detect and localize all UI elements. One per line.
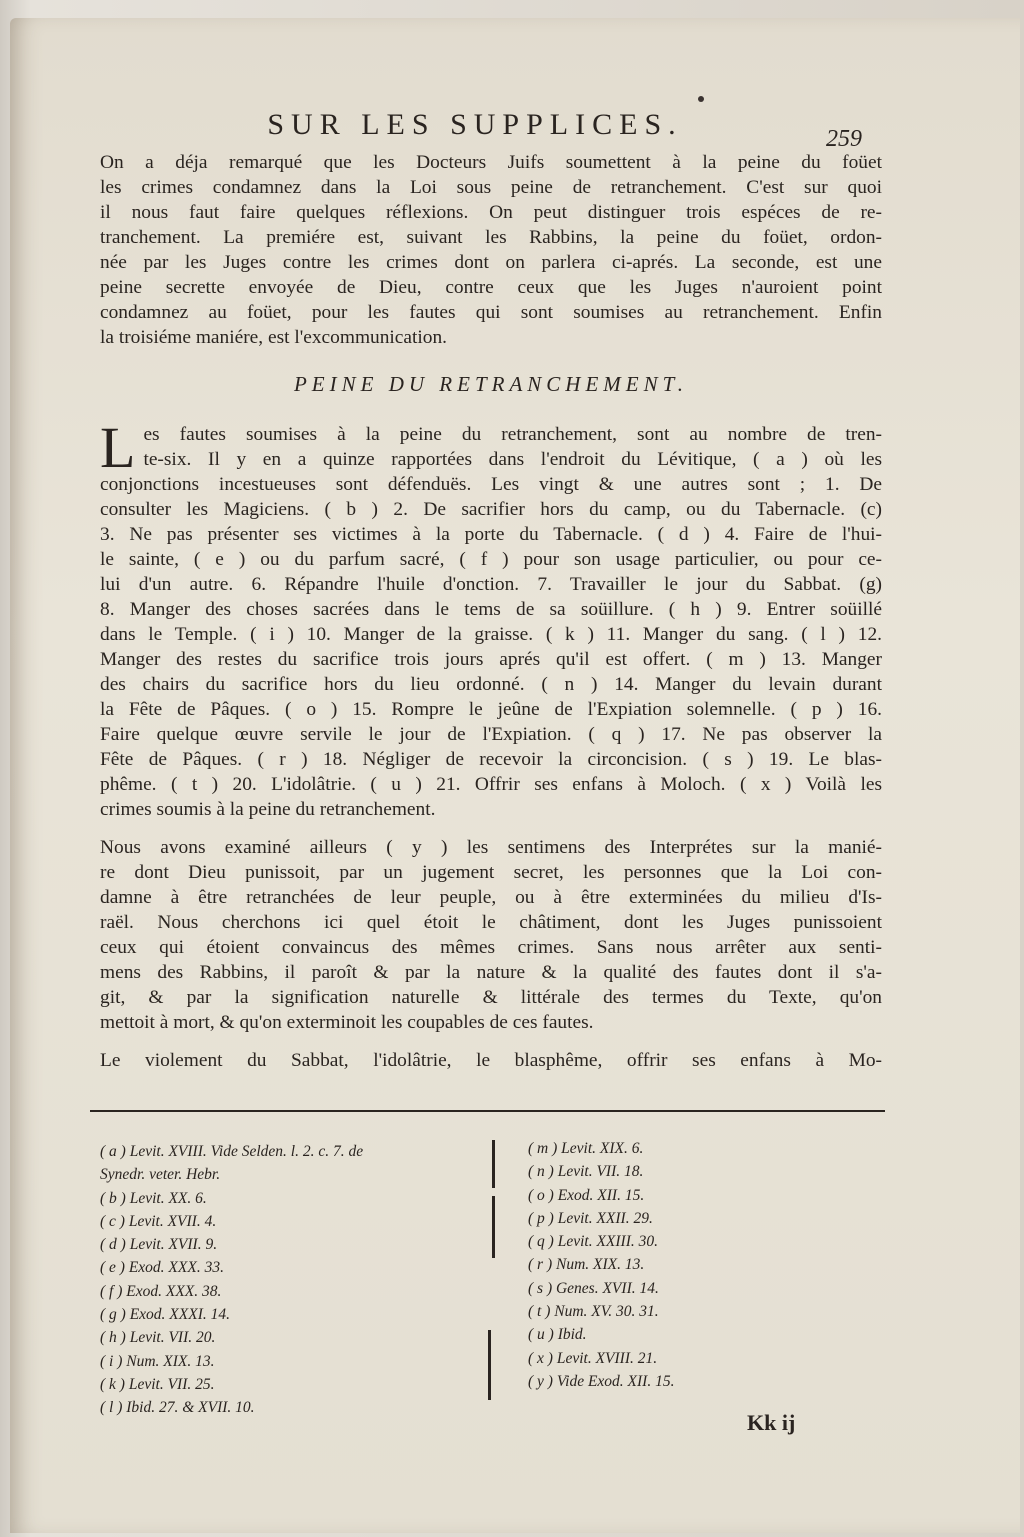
text-line: née par les Juges contre les crimes dont on parlera ci-aprés. La seconde, est une	[100, 252, 882, 273]
text-line: dans le Temple. ( i ) 10. Manger de la graisse. ( k ) 11. Manger du sang. ( l ) 12.	[100, 624, 882, 645]
footnote: ( y ) Vide Exod. XII. 15.	[528, 1372, 675, 1390]
text-line: Manger des restes du sacrifice trois jours aprés qu'il est offert. ( m ) 13. Manger	[100, 649, 882, 670]
column-separator	[492, 1140, 495, 1188]
footnote: ( r ) Num. XIX. 13.	[528, 1256, 645, 1274]
footnote: ( s ) Genes. XVII. 14.	[528, 1279, 659, 1297]
column-separator	[488, 1330, 491, 1400]
text-line: Le violement du Sabbat, l'idolâtrie, le blasphême, offrir ses enfans à Mo-	[100, 1050, 882, 1071]
footnote: ( a ) Levit. XVIII. Vide Selden. l. 2. c. 7. de	[100, 1143, 364, 1160]
paragraph-intro	[100, 150, 882, 350]
text-line: condamnez au foüet, pour les fautes qui sont soumises au retranchement. Enfin	[100, 302, 882, 323]
text-line: phême. ( t ) 20. L'idolâtrie. ( u ) 21. Offrir ses enfans à Moloch. ( x ) Voilà les	[100, 774, 882, 795]
text-line: peine secrette envoyée de Dieu, contre ceux que les Juges n'auroient point	[100, 277, 882, 298]
text-line: conjonctions incestueuses sont défenduës. Les vingt & une autres sont ; 1. De	[100, 474, 882, 495]
text-line: consulter les Magiciens. ( b ) 2. De sacrifier hors du camp, ou du Tabernacle. (c)	[100, 499, 882, 520]
text-line: te-six. Il y en a quinze rapportées dans l'endroit du Lévitique, ( a ) où les	[143, 449, 882, 470]
page-number: 259	[826, 126, 862, 152]
signature-mark: Kk ij	[747, 1410, 796, 1435]
running-head: SUR LES SUPPLICES.	[267, 108, 683, 141]
footnote: ( m ) Levit. XIX. 6.	[528, 1140, 644, 1157]
text-line: 3. Ne pas présenter ses victimes à la porte du Tabernacle. ( d ) 4. Faire de l'hui-	[100, 524, 882, 545]
footnote: ( x ) Levit. XVIII. 21.	[528, 1349, 658, 1367]
footnote: ( t ) Num. XV. 30. 31.	[528, 1303, 659, 1321]
footnote: ( o ) Exod. XII. 15.	[528, 1186, 645, 1204]
text-line: On a déja remarqué que les Docteurs Juifs soumettent à la peine du foüet	[100, 152, 882, 173]
paragraph-sabbath	[100, 1048, 882, 1073]
footnote: ( e ) Exod. XXX. 33.	[100, 1259, 224, 1277]
footnote: ( u ) Ibid.	[528, 1326, 587, 1344]
footnote: ( g ) Exod. XXXI. 14.	[100, 1306, 230, 1324]
text-line: il nous faut faire quelques réflexions. On peut distinguer trois espéces de re-	[100, 202, 882, 223]
footnotes-right-column	[528, 1137, 674, 1393]
paragraph-list-of-faults	[100, 415, 882, 822]
text-line: ceux qui étoient convaincus des mêmes crimes. Sans nous arrêter aux senti-	[100, 937, 882, 958]
text-line: la troisiéme maniére, est l'excommunication.	[100, 327, 448, 348]
section-title: PEINE DU RETRANCHEMENT.	[293, 372, 688, 396]
text-line: crimes soumis à la peine du retranchement.	[100, 799, 436, 820]
footnote: Synedr. veter. Hebr.	[100, 1166, 221, 1184]
text-line: mettoit à mort, & qu'on exterminoit les coupables de ces fautes.	[100, 1012, 594, 1033]
text-line: git, & par la signification naturelle & littérale des termes du Texte, qu'on	[100, 987, 882, 1008]
text-line: es fautes soumises à la peine du retranchement, sont au nombre de tren-	[143, 424, 882, 445]
footnote: ( n ) Levit. VII. 18.	[528, 1163, 644, 1181]
footnote: ( i ) Num. XIX. 13.	[100, 1352, 215, 1370]
text-line: mens des Rabbins, il paroît & par la nature & la qualité des fautes dont il s'a-	[100, 962, 882, 983]
text-line: Nous avons examiné ailleurs ( y ) les sentimens des Interprétes sur la manié-	[100, 837, 882, 858]
text-line: Fête de Pâques. ( r ) 18. Négliger de recevoir la circoncision. ( s ) 19. Le blas-	[100, 749, 882, 770]
text-line: lui d'un autre. 6. Répandre l'huile d'onction. 7. Travailler le jour du Sabbat. (g)	[100, 574, 882, 595]
footnote-rule	[90, 1110, 885, 1112]
footnote: ( f ) Exod. XXX. 38.	[100, 1282, 222, 1300]
footnote: ( k ) Levit. VII. 25.	[100, 1375, 215, 1393]
text-line: Faire quelque œuvre servile le jour de l'Expiation. ( q ) 17. Ne pas observer la	[100, 724, 882, 745]
drop-cap: L	[100, 415, 136, 480]
text-line: 8. Manger des choses sacrées dans le tems de sa soüillure. ( h ) 9. Entrer soüillé	[100, 599, 882, 620]
footnote: ( l ) Ibid. 27. & XVII. 10.	[100, 1399, 255, 1417]
footnote: ( c ) Levit. XVII. 4.	[100, 1212, 217, 1230]
footnote: ( h ) Levit. VII. 20.	[100, 1329, 216, 1347]
footnote: ( b ) Levit. XX. 6.	[100, 1189, 207, 1207]
text-line: tranchement. La premiére est, suivant les Rabbins, la peine du foüet, ordon-	[100, 227, 882, 248]
text-line: la Fête de Pâques. ( o ) 15. Rompre le jeûne de l'Expiation solemnelle. ( p ) 16.	[100, 699, 882, 720]
footnote: ( q ) Levit. XXIII. 30.	[528, 1233, 658, 1251]
text-line: re dont Dieu punissoit, par un jugement secret, les personnes que la Loi con-	[100, 862, 882, 883]
text-line: raël. Nous cherchons ici quel étoit le châtiment, dont les Juges punissoient	[100, 912, 882, 933]
text-line: le sainte, ( e ) ou du parfum sacré, ( f ) pour son usage particulier, ou pour ce-	[100, 549, 882, 570]
ink-dot	[698, 96, 704, 102]
column-separator	[492, 1196, 495, 1258]
text-line: damne à être retranchées de leur peuple, ou à être exterminées du milieu d'Is-	[100, 887, 882, 908]
footnotes-left-column	[100, 1140, 363, 1420]
paragraph-interpreters	[100, 835, 882, 1035]
footnote: ( p ) Levit. XXII. 29.	[528, 1209, 653, 1227]
text-line: les crimes condamnez dans la Loi sous peine de retranchement. C'est sur quoi	[100, 177, 882, 198]
footnote: ( d ) Levit. XVII. 9.	[100, 1236, 218, 1254]
text-line: des chairs du sacrifice hors du lieu ordonné. ( n ) 14. Manger du levain durant	[100, 674, 882, 695]
